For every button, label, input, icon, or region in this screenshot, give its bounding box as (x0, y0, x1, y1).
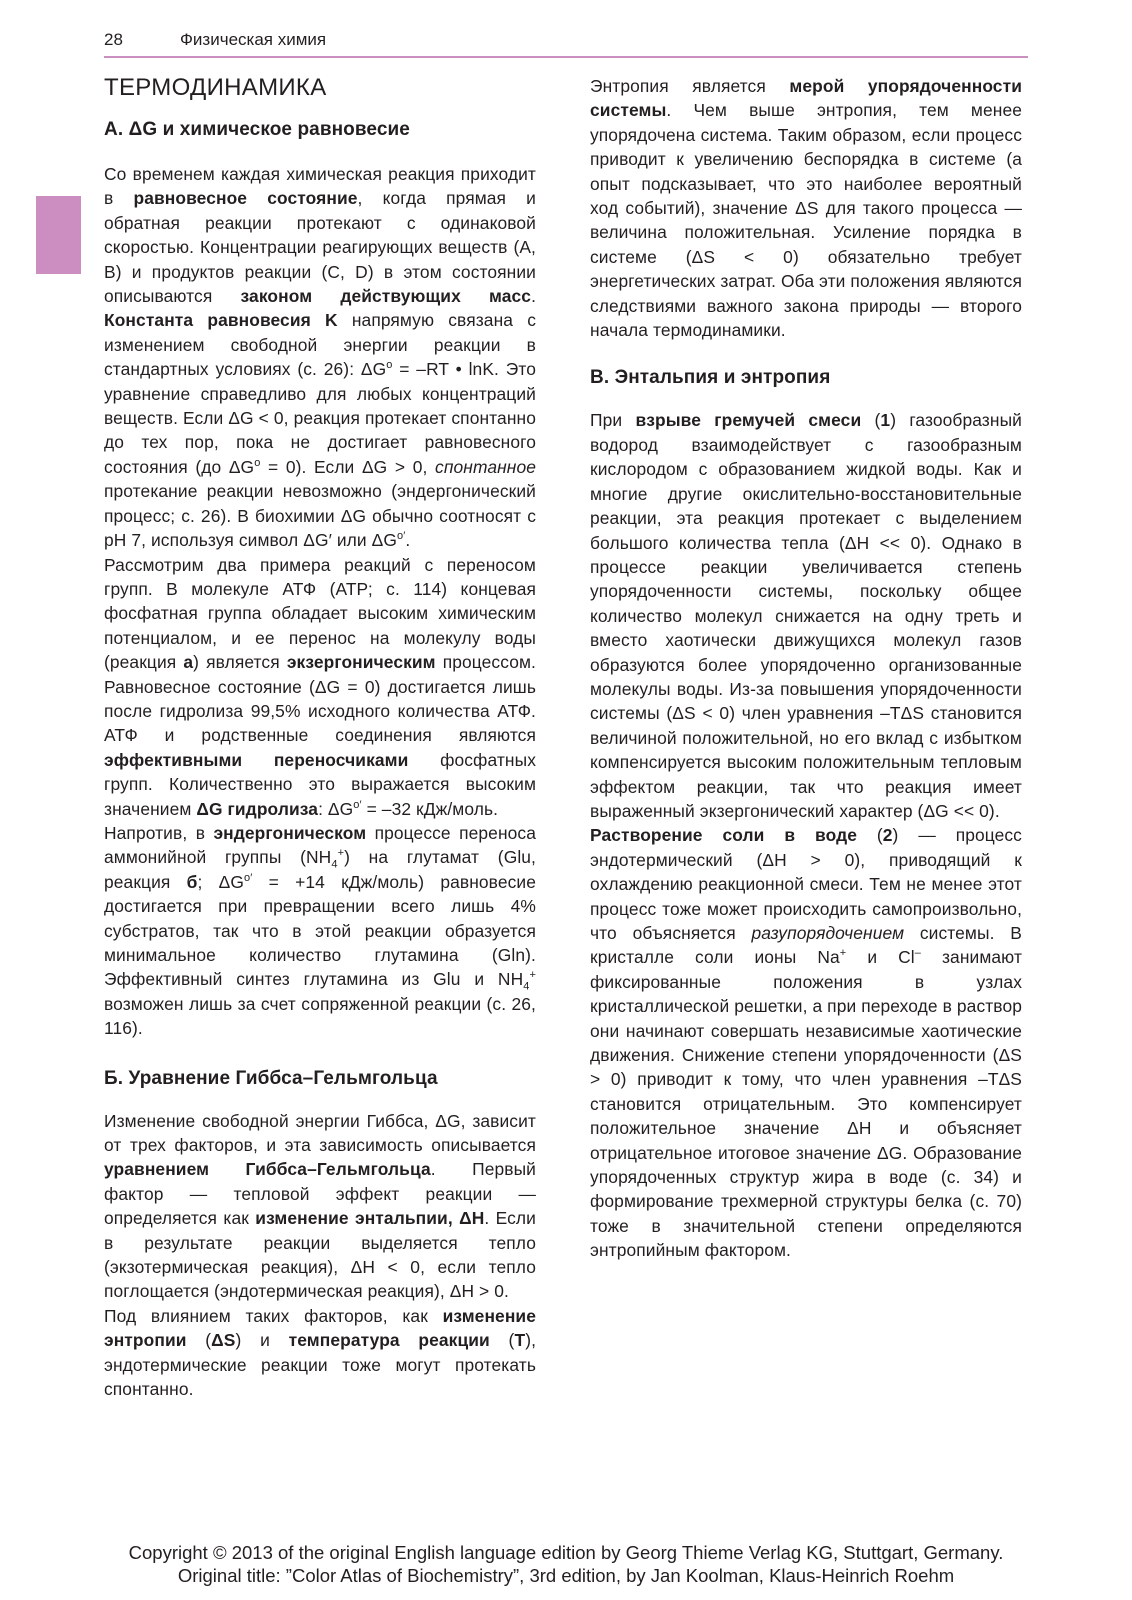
section-b-paragraph-1: Изменение свободной энергии Гиббса, ΔG, зависит от трех факторов, и эта зависимость описывается уравнением Гиббса–Гельмгольца. Первый фактор — тепловой эффект реакции — определяется как изменение энтальпии, ΔH. Если в результате реакции выделяется тепло (экзотермическая реакция), ΔH < 0, если тепло поглощается (эндотермическая реакция), ΔH > 0. (104, 1110, 536, 1302)
chapter-title: ТЕРМОДИНАМИКА (104, 74, 327, 101)
section-color-tab (36, 196, 81, 274)
section-v-paragraph-1: При взрыве гремучей смеси (1) газообразный водород взаимодействует с газообразным кислородом с образованием жидкой воды. Как и многие другие окислительно-восстановительные реакции, эта реакция протекает с выделением большого количества тепла (ΔH << 0). Однако в процессе реакции увеличивается степень упорядоченности системы, поскольку общее количество молекул снижается на одну треть и вместо хаотически движущихся молекул газов образуются более упорядоченно организованные молекулы воды. Из-за повышения упорядоченности системы (ΔS < 0) член уравнения –TΔS становится величиной положительной, но его вклад с избытком компенсируется высоким положительным тепловым эффектом реакции, так что реакция имеет выраженный экзергонический характер (ΔG << 0). (590, 410, 1023, 821)
page-header (104, 28, 1028, 58)
section-a-paragraph-2: Рассмотрим два примера реакций с переносом групп. В молекуле АТФ (АТР; с. 114) концевая фосфатная группа обладает высоким химическим потенциалом, и ее перенос на молекулу воды (реакция а) является экзергоническим процессом. Равновесное состояние (ΔG = 0) достигается лишь после гидролиза 99,5% исходного количества АТФ. АТФ и родственные соединения являются эффективными переносчиками фосфатных групп. Количественно это выражается высоким значением ΔG гидролиза: $\Delta G^{o'} = -32$ кДж/моль. (104, 554, 537, 819)
running-title: Физическая химия (180, 30, 327, 49)
section-a-paragraph-1: Со временем каждая химическая реакция приходит в равновесное состояние, когда прямая и обратная реакции протекают с одинаковой скоростью. Концентрации реагирующих веществ (А, В) и продуктов реакции (С, D) в этом состоянии описываются законом действующих масс. Константа равновесия K напрямую связана с изменением свободной энергии реакции в стандартных условиях (с. 26): $\Delta G^o = -RT$ • lnK. Это уравнение справедливо для любых концентраций веществ. Если ΔG < 0, реакция протекает спонтанно до тех пор, пока не достигает равновесного состояния (до $\Delta G^o = 0$). Если ΔG > 0, спонтанное протекание реакции невозможно (эндергонический процесс; с. 26). В биохимии ΔG обычно соотносят с рН 7, используя символ ΔG′ или $\Delta G^{o'}$. (104, 164, 536, 551)
left-column (104, 74, 536, 1402)
section-v-heading: В. Энтальпия и энтропия (590, 367, 831, 389)
copyright-footer (40, 1541, 1092, 1587)
footer-line-2: Original title: ”Color Atlas of Biochemistry”, 3rd edition, by Jan Koolman, Klaus-Heinrich Roehm (177, 1565, 955, 1586)
section-v-paragraph-2: Растворение соли в воде (2) — процесс эндотермический (ΔH > 0), приводящий к охлаждению реакционной смеси. Тем не менее этот процесс тоже может происходить самопроизвольно, что объясняется разупорядочением системы. В кристалле соли ионы Na+ и Cl– занимают фиксированные положения в узлах кристаллической решетки, а при переходе в раствор они начинают совершать независимые хаотические движения. Снижение степени упорядоченности (ΔS > 0) приводит к тому, что член уравнения –TΔS становится отрицательным. Это компенсирует положительное значение ΔH и объясняет отрицательное итоговое значение ΔG. Образование упорядоченных структур жира в воде (с. 34) и формирование трехмерной структуры белка (с. 70) тоже в значительной степени определяются энтропийным фактором. (590, 825, 1023, 1261)
entropy-paragraph: Энтропия является мерой упорядоченности системы. Чем выше энтропия, тем менее упорядочена система. Таким образом, если процесс приводит к увеличению беспорядка в системе (а опыт подсказывает, что это наиболее вероятный ход событий), значение ΔS для такого процесса — величина положительная. Усиление порядка в системе (ΔS < 0) обязательно требует энергетических затрат. Оба эти положения являются следствиями важного закона природы — второго начала термодинамики. (590, 76, 1022, 341)
footer-line-1: Copyright © 2013 of the original English language edition by Georg Thieme Verlag KG, Stuttgart, Germany. (128, 1542, 1004, 1563)
section-a-paragraph-3: Напротив, в эндергоническом процессе переноса аммонийной группы $(NH_4^+)$ на глутамат (Glu, реакция б; $\Delta G^{o'} = +14$ кДж/моль) равновесие достигается при превращении всего лишь 4% субстратов, так что в этой реакции образуется минимальное количество глутамина (Gln). Эффективный синтез глутамина из Glu и $NH_4^+$ возможен лишь за счет сопряженной реакции (с. 26, 116). (104, 822, 536, 1039)
section-b-heading: Б. Уравнение Гиббса–Гельмгольца (104, 1067, 438, 1089)
section-a-heading: А. ΔG и химическое равновесие (104, 119, 410, 140)
section-b-paragraph-2: Под влиянием таких факторов, как изменение энтропии (ΔS) и температура реакции (T), эндотермические реакции тоже могут протекать спонтанно. (104, 1305, 537, 1400)
right-column (590, 74, 1022, 1263)
page-number: 28 (104, 30, 123, 49)
